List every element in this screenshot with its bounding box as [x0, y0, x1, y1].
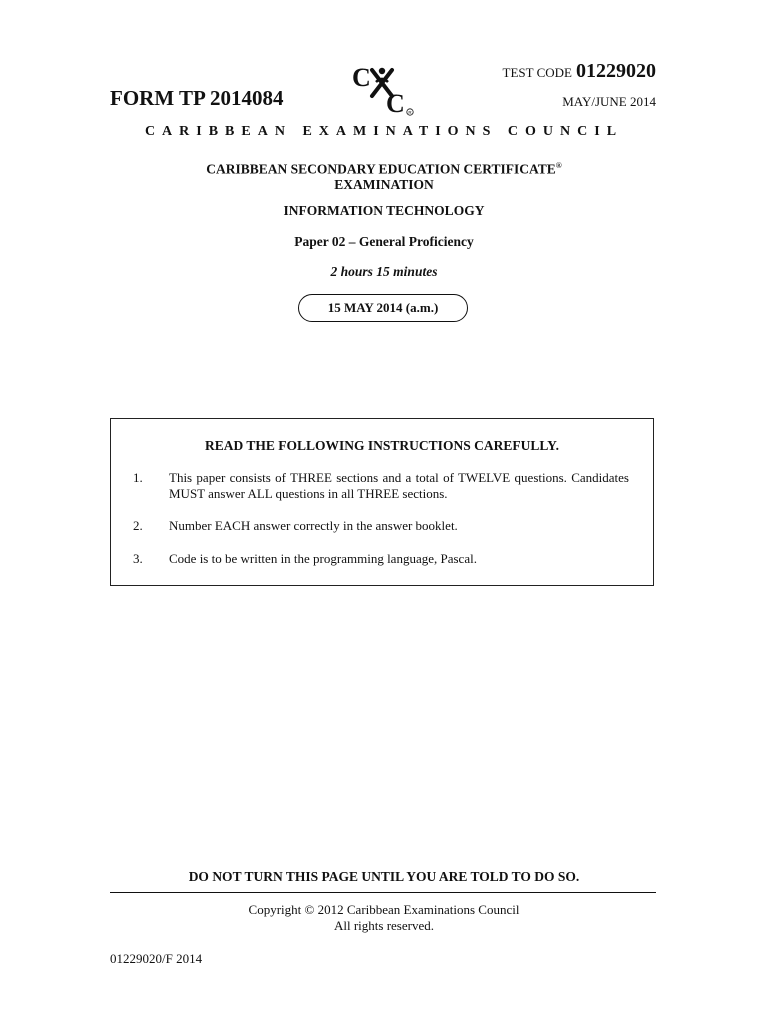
- do-not-turn-warning: DO NOT TURN THIS PAGE UNTIL YOU ARE TOLD TO DO SO.: [188, 869, 580, 884]
- council-name: CARIBBEAN EXAMINATIONS COUNCIL: [144, 124, 624, 139]
- instructions-title: READ THE FOLLOWING INSTRUCTIONS CAREFULLY.: [205, 438, 559, 453]
- svg-text:R: R: [408, 110, 412, 115]
- cxc-logo-icon: [350, 62, 416, 118]
- certificate-line-2: EXAMINATION: [334, 176, 434, 192]
- instruction-number: 3.: [133, 551, 143, 566]
- copyright-line-1: Copyright © 2012 Caribbean Examinations Council: [248, 902, 520, 917]
- exam-date-badge: [298, 294, 468, 322]
- test-code-value: 01229020: [576, 60, 656, 82]
- instruction-item: [133, 551, 629, 567]
- certificate-line-1: CARIBBEAN SECONDARY EDUCATION CERTIFICATE: [206, 161, 556, 177]
- test-code-label: TEST CODE: [502, 65, 572, 80]
- instruction-text: Number EACH answer correctly in the answer booklet.: [169, 518, 458, 533]
- exam-session: MAY/JUNE 2014: [562, 94, 656, 109]
- instruction-text: Code is to be written in the programming language, Pascal.: [169, 551, 477, 566]
- svg-text:C: C: [386, 89, 405, 118]
- copyright-notice: [0, 902, 768, 934]
- test-code: [503, 60, 656, 83]
- subject-title: INFORMATION TECHNOLOGY: [283, 203, 485, 218]
- form-number: FORM TP 2014084: [110, 86, 284, 110]
- instructions-box: [110, 418, 654, 586]
- copyright-line-2: All rights reserved.: [333, 918, 434, 933]
- svg-text:C: C: [352, 63, 371, 92]
- divider: [110, 892, 656, 893]
- instruction-number: 2.: [133, 518, 143, 533]
- instruction-number: 1.: [133, 470, 143, 485]
- exam-date: 15 MAY 2014 (a.m.): [327, 300, 439, 315]
- registered-mark: ®: [555, 161, 562, 170]
- footer-code: 01229020/F 2014: [110, 951, 203, 966]
- instruction-text: This paper consists of THREE sections and a total of TWELVE questions. Candidates MUST answer ALL questions in all THREE sections.: [169, 470, 629, 501]
- instruction-item: [133, 470, 629, 502]
- paper-title: Paper 02 – General Proficiency: [294, 234, 474, 249]
- certificate-title: [0, 158, 768, 192]
- exam-duration: 2 hours 15 minutes: [330, 264, 438, 279]
- instruction-item: [133, 518, 629, 534]
